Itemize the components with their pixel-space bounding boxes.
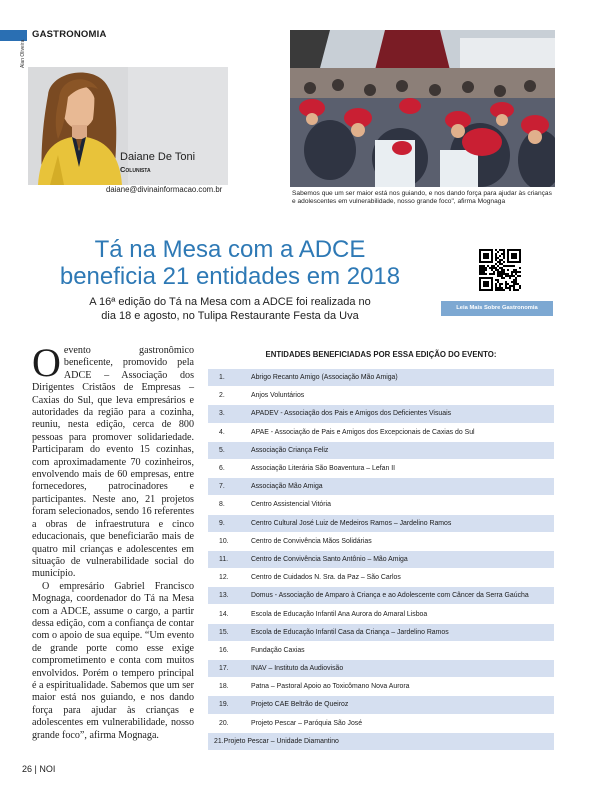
entity-row xyxy=(208,678,554,696)
paragraph-1 xyxy=(32,340,194,581)
entity-row xyxy=(208,424,554,442)
entity-name: APADEV - Associação dos Pais e Amigos dos Deficientes Visuais xyxy=(251,410,452,418)
entity-row xyxy=(208,442,554,460)
subtitle-line-1: A 16ª edição do Tá na Mesa com a ADCE foi realizada no xyxy=(89,296,371,308)
entity-number: 16. xyxy=(219,646,229,654)
entity-name: Centro de Convivência Mãos Solidárias xyxy=(251,537,372,545)
drop-cap: O xyxy=(32,340,61,385)
entity-name: Patna – Pastoral Apoio ao Toxicômano Nova Aurora xyxy=(251,683,410,691)
event-crowd-photo xyxy=(290,30,555,187)
entity-number: 10. xyxy=(219,537,229,545)
entity-number: 19. xyxy=(219,701,229,709)
entity-row xyxy=(208,405,554,423)
entity-name: Projeto Pescar – Paróquia São José xyxy=(251,719,363,727)
entity-name: Fundação Caxias xyxy=(251,646,305,654)
entity-name: Associação Mão Amiga xyxy=(251,483,323,491)
magazine-name: NOI xyxy=(39,764,56,774)
subtitle-line-2: dia 18 e agosto, no Tulipa Restaurante Festa da Uva xyxy=(101,310,359,322)
entity-number: 12. xyxy=(219,574,229,582)
entity-row xyxy=(208,696,554,714)
entity-row xyxy=(208,587,554,605)
entity-number: 6. xyxy=(219,465,225,473)
entity-name: Projeto Pescar – Unidade Diamantino xyxy=(223,737,339,745)
columnist-email[interactable]: daiane@divinainformacao.com.br xyxy=(106,185,223,194)
entity-row xyxy=(208,387,554,405)
entity-row xyxy=(208,624,554,642)
entity-number: 2. xyxy=(219,392,225,400)
title-line-2: beneficia 21 entidades em 2018 xyxy=(59,263,401,290)
article-body xyxy=(32,340,194,742)
entity-name: Associação Criança Feliz xyxy=(251,446,329,454)
columnist-name: Daiane De Toni xyxy=(120,151,196,163)
entity-row xyxy=(208,369,554,387)
entity-number: 5. xyxy=(219,446,225,454)
entity-row xyxy=(208,496,554,514)
entity-name: Projeto CAE Beltrão de Queiroz xyxy=(251,701,349,709)
entity-number: 13. xyxy=(219,592,229,600)
entity-number: 3. xyxy=(219,410,225,418)
entity-row xyxy=(208,733,554,751)
entity-name: APAE - Associação de Pais e Amigos dos Excepcionais de Caxias do Sul xyxy=(251,428,475,436)
entity-number: 8. xyxy=(219,501,225,509)
entity-name: Escola de Educação Infantil Ana Aurora do Amaral Lisboa xyxy=(251,610,428,618)
entity-row xyxy=(208,551,554,569)
entity-row xyxy=(208,478,554,496)
qr-code-icon[interactable] xyxy=(479,249,521,291)
entity-number: 11. xyxy=(219,555,229,563)
title-line-1: Tá na Mesa com a ADCE xyxy=(94,236,366,263)
entity-number: 17. xyxy=(219,665,229,673)
columnist-role: Colunista xyxy=(120,165,151,174)
entity-number: 20. xyxy=(219,719,229,727)
paragraph-1-text: evento gastronômico beneficente, promovido pela ADCE – Associação dos Dirigentes Cristãos de Empresas – Caxias do Sul, que leva empresários e autoridades da região para a cozinha, reuniu, nesta edição, cerca de 800 pessoas para promover solidariedade. Participaram do evento 15 cozinhas, com aproximadamente 70 cozinheiros, envolvendo mais de 60 empresas, entre fornecedores, patrocinadores e participantes. Neste ano, 21 projetos foram selecionados, sendo 16 referentes a obras de infraestrutura e cinco educacionais, que beneficiarão mais de quatro mil crianças e adolescentes em situação de vulnerabilidade social do município. xyxy=(32,345,194,580)
photo-credit: Alan Oliveira xyxy=(20,39,26,68)
page-folio xyxy=(22,764,55,774)
entity-name: Abrigo Recanto Amigo (Associação Mão Amiga) xyxy=(251,374,398,382)
entity-name: Associação Literária São Boaventura – Lefan II xyxy=(251,465,396,473)
section-label: GASTRONOMIA xyxy=(32,29,107,40)
entity-number: 14. xyxy=(219,610,229,618)
entity-number: 9. xyxy=(219,519,225,527)
entity-row xyxy=(208,569,554,587)
entity-row xyxy=(208,660,554,678)
entities-list xyxy=(208,369,554,751)
entity-number: 15. xyxy=(219,628,229,636)
entity-name: Centro Cultural José Luiz de Medeiros Ramos – Jardelino Ramos xyxy=(251,519,452,527)
entities-heading: ENTIDADES BENEFICIADAS POR ESSA EDIÇÃO DO EVENTO: xyxy=(265,350,497,359)
entity-name: Escola de Educação Infantil Casa da Criança – Jardelino Ramos xyxy=(251,628,449,636)
entity-name: Centro de Convivência Santo Antônio – Mão Amiga xyxy=(251,555,408,563)
entity-name: Centro de Cuidados N. Sra. da Paz – São Carlos xyxy=(251,574,401,582)
paragraph-2: O empresário Gabriel Francisco Mognaga, coordenador do Tá na Mesa com a ADCE, assume o cargo, a partir dessa edição, com a confiança de contar com o apoio de sua equipe. “Um evento de grande porte como esse exige comprometimento e conta com muitos envolvidos. Porém o tempero principal é a espiritualidade. Sabemos que um ser maior está nos guiando, e nos dando força para ajudar às crianças e adolescentes em vulnerabilidade, nosso grande foco”, afirma Mognaga. xyxy=(32,580,194,741)
entity-row xyxy=(208,460,554,478)
entity-name: Anjos Voluntários xyxy=(251,392,305,400)
entity-name: Domus - Associação de Amparo à Criança e ao Adolescente com Câncer da Serra Gaúcha xyxy=(251,592,529,600)
entity-number: 7. xyxy=(219,483,225,491)
entity-number: 21. xyxy=(214,737,224,745)
entity-row xyxy=(208,715,554,733)
entity-name: INAV – Instituto da Audiovisão xyxy=(251,665,344,673)
page-number: 26 xyxy=(22,764,33,774)
folio-separator: | xyxy=(34,764,37,774)
entity-row xyxy=(208,605,554,623)
entity-row xyxy=(208,642,554,660)
entity-row xyxy=(208,533,554,551)
entity-row xyxy=(208,515,554,533)
entity-number: 4. xyxy=(219,428,225,436)
photo-caption: Sabemos que um ser maior está nos guiando, e nos dando força para ajudar às crianças e adolescentes em vulnerabilidade, nosso grande foco", afirma Mognaga xyxy=(292,190,552,206)
entity-number: 1. xyxy=(219,374,225,382)
entity-name: Centro Assistencial Vitória xyxy=(251,501,331,509)
article-subtitle xyxy=(60,295,400,323)
read-more-gastronomy-button[interactable]: Leia Mais Sobre Gastronomia xyxy=(441,301,553,316)
article-title xyxy=(0,236,460,290)
entity-number: 18. xyxy=(219,683,229,691)
